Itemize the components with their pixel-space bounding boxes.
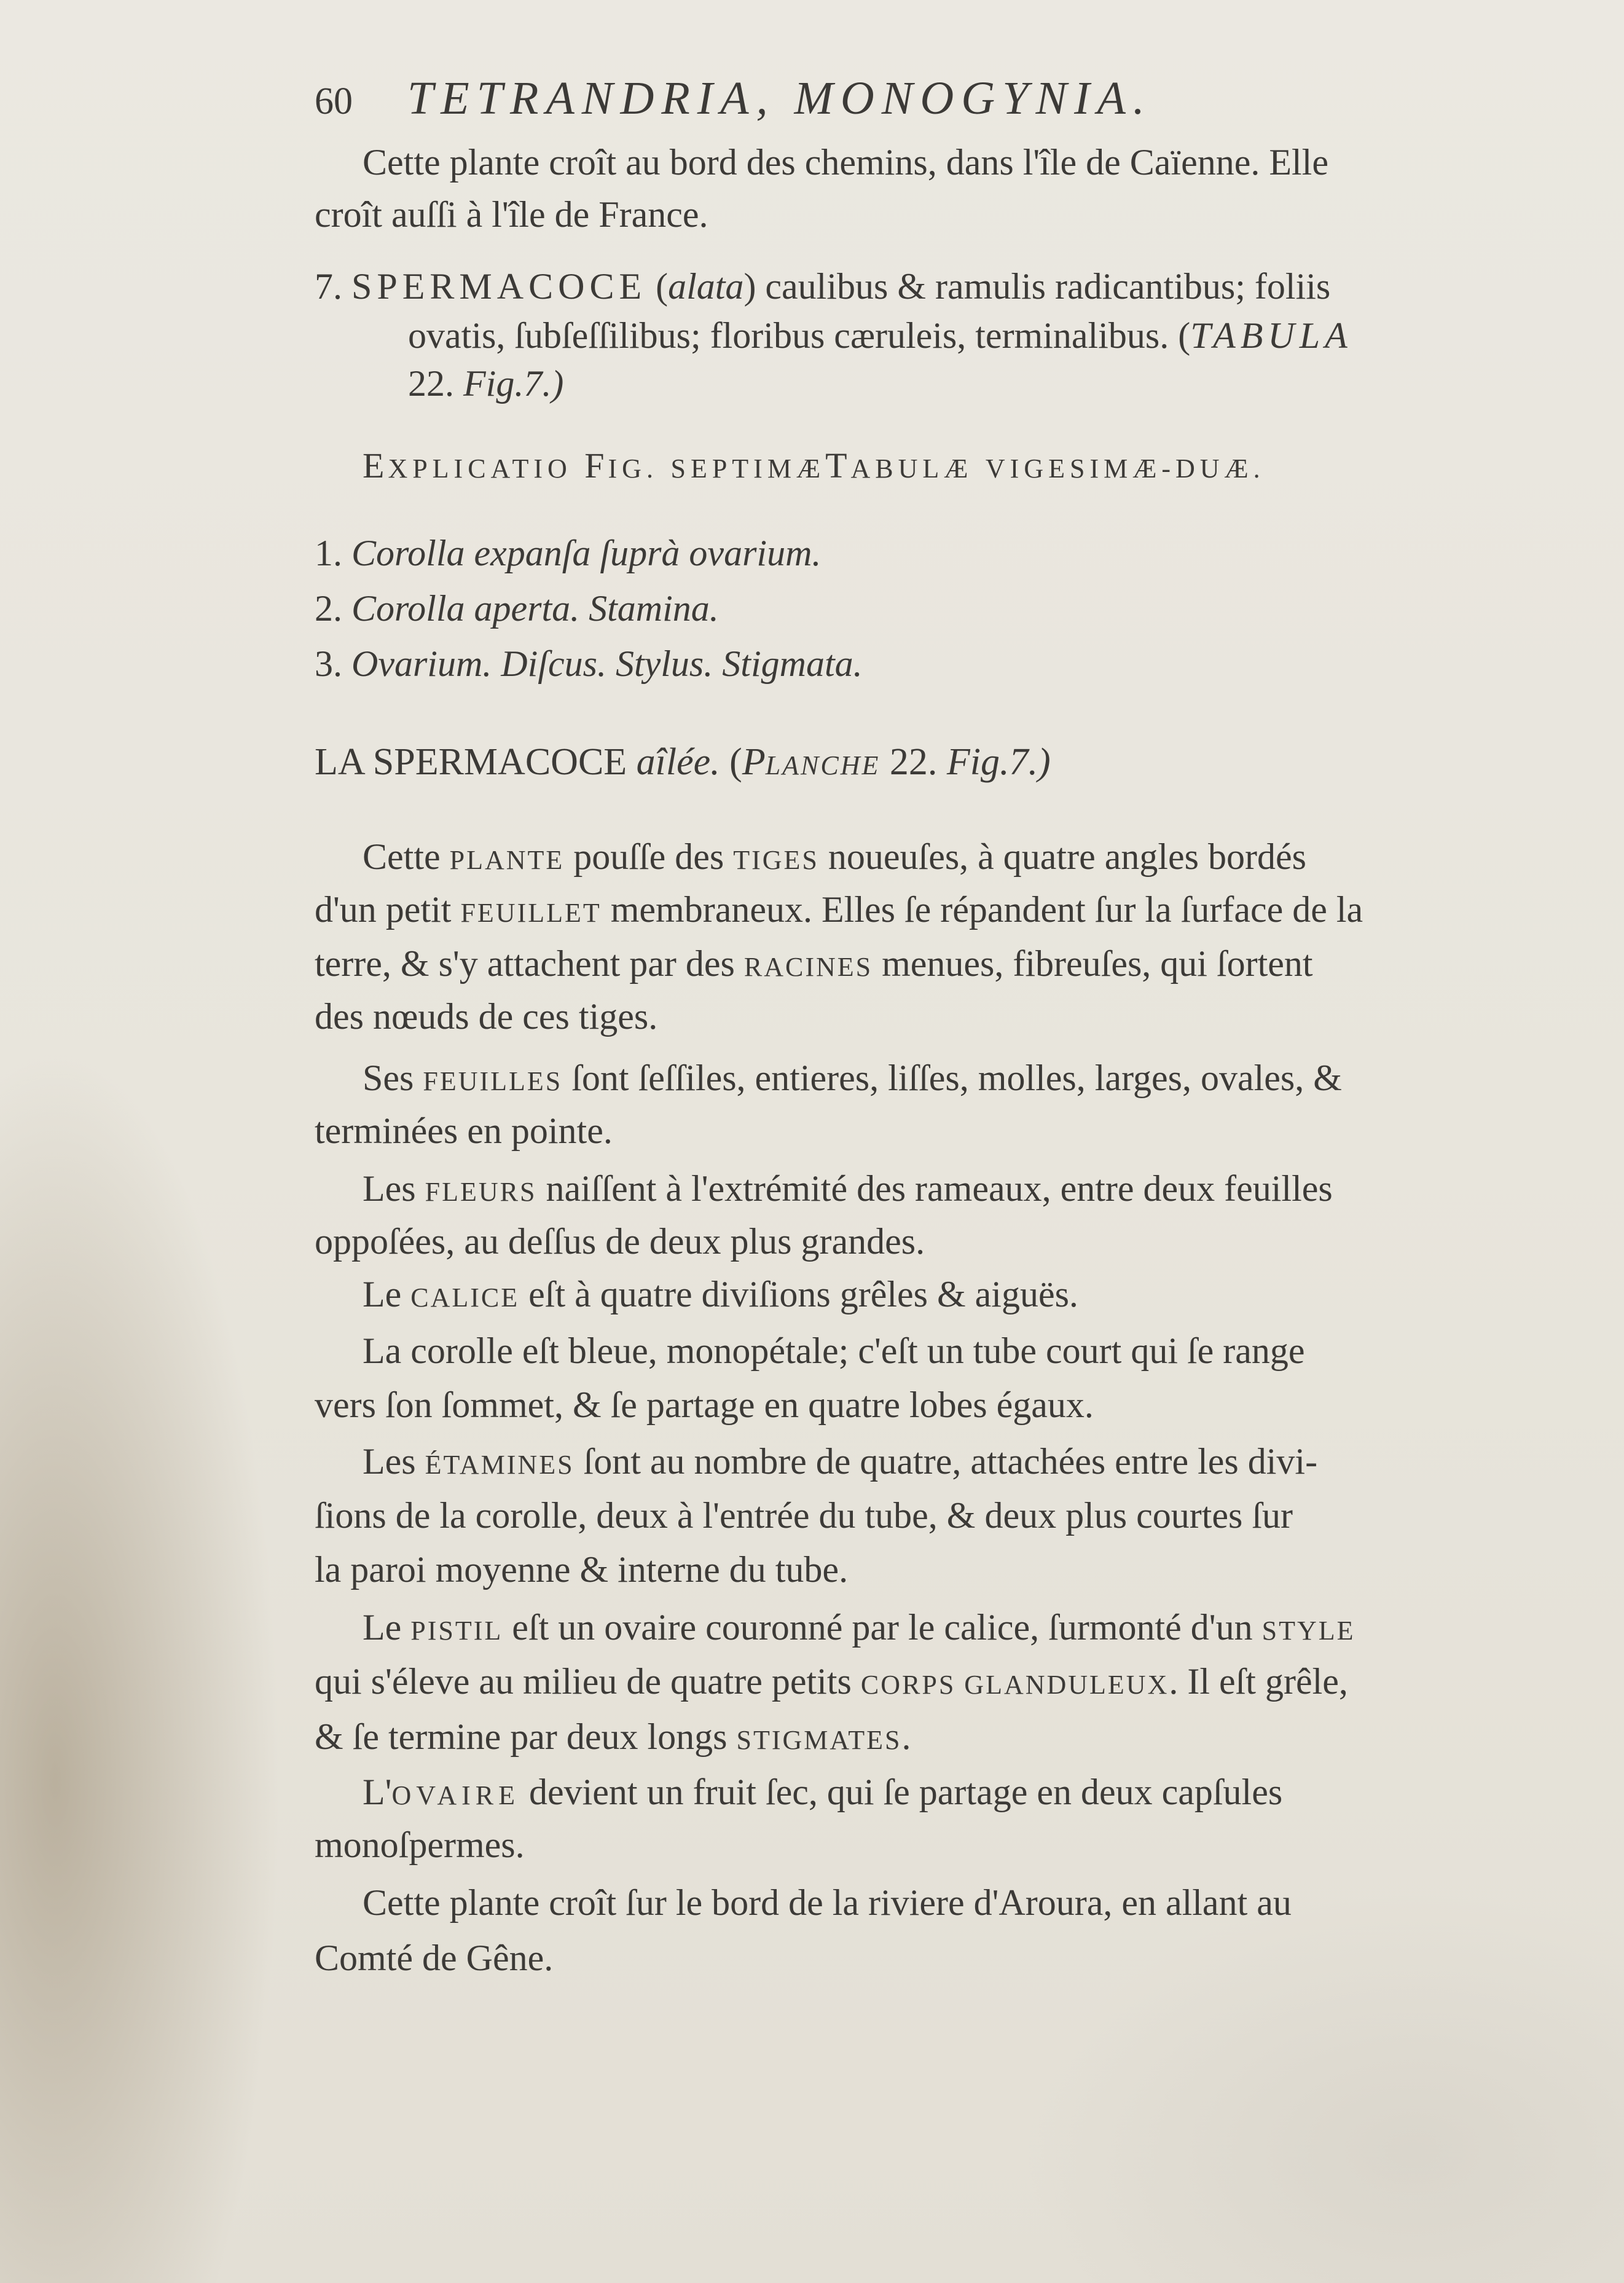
- text-run: terre, & s'y attachent par des: [315, 943, 744, 984]
- running-title: TETRANDRIA, MONOGYNIA.: [407, 73, 1152, 124]
- running-header: [315, 71, 1408, 129]
- species-fig: Fig.: [463, 363, 524, 404]
- species-epithet: alata: [668, 266, 744, 307]
- text-run: vers ſon ſommet, & ſe partage en quatre lobes égaux.: [315, 1385, 1094, 1425]
- figure-item: [315, 586, 719, 631]
- text-run: & ſe termine par deux longs: [315, 1716, 737, 1757]
- body-line: [363, 1605, 1355, 1653]
- text-run: . Il eſt grêle,: [1169, 1661, 1348, 1702]
- text-run: Le: [363, 1274, 411, 1314]
- species-genus: SPERMACOCE: [351, 266, 647, 307]
- text-run: ſont au nombre de quatre, attachées entre les divi-: [574, 1441, 1318, 1482]
- species-line1-rest: caulibus & ramulis radicantibus; foliis: [765, 266, 1331, 307]
- body-line: [315, 994, 657, 1039]
- text-run: Les: [363, 1441, 425, 1482]
- explicatio-heading: [363, 444, 1265, 491]
- species-line3-end: 7.): [524, 363, 564, 404]
- species-entry-line-3: [408, 361, 563, 406]
- body-line: [363, 1056, 1342, 1104]
- explicatio-part: E: [363, 446, 388, 485]
- explicatio-part: VIGESIMÆ-DUÆ.: [985, 454, 1265, 484]
- text-run: la paroi moyenne & interne du tube.: [315, 1549, 849, 1590]
- explicatio-part: IG.: [608, 454, 658, 484]
- explicatio-part: SEPTIMÆ: [670, 454, 826, 484]
- species-line2: ovatis, ſubſeſſilibus; floribus cæruleis, terminalibus. (: [408, 315, 1191, 356]
- section-fig: Fig.: [946, 741, 1010, 783]
- text-run: L': [363, 1772, 392, 1812]
- figure-item-text: Corolla aperta. Stamina.: [351, 588, 719, 629]
- small-caps-term: TIGES: [733, 845, 819, 875]
- body-line: [363, 1272, 1078, 1320]
- text-run: La corolle eſt bleue, monopétale; c'eſt un tube court qui ſe range: [363, 1330, 1305, 1371]
- text-run: terminées en pointe.: [315, 1110, 613, 1151]
- small-caps-term: RACINES: [743, 952, 873, 982]
- text-run: Les: [363, 1168, 425, 1209]
- text-run: Ses: [363, 1058, 423, 1098]
- text-run: oppoſées, au deſſus de deux plus grandes.: [315, 1221, 925, 1262]
- body-line: [315, 1383, 1094, 1427]
- text-run: ſions de la corolle, deux à l'entrée du tube, & deux plus courtes ſur: [315, 1495, 1293, 1536]
- figure-item-text: Ovarium. Diſcus. Stylus. Stigmata.: [351, 643, 863, 684]
- small-caps-term: PISTIL: [410, 1616, 503, 1646]
- explicatio-part: ABULÆ: [850, 454, 973, 484]
- body-line: [363, 1329, 1305, 1373]
- species-entry-line-1: 7. SPERMACOCE (alata) caulibus & ramulis radicantibus; foliis: [315, 266, 1331, 307]
- text-run: d'un petit: [315, 889, 461, 930]
- text-run: menues, fibreuſes, qui ſortent: [873, 943, 1313, 984]
- small-caps-term: FEUILLET: [460, 898, 602, 928]
- small-caps-term: CORPS GLANDULEUX: [860, 1670, 1169, 1700]
- page-number: 60: [315, 81, 353, 122]
- text-run: pouſſe des: [564, 836, 734, 877]
- body-line: [315, 887, 1363, 935]
- explicatio-part: XPLICATIO: [388, 454, 572, 484]
- intro-line-2: croît auſſi à l'île de France.: [315, 194, 708, 235]
- body-line: [315, 1219, 925, 1263]
- body-line: [315, 1823, 525, 1867]
- text-run: monoſpermes.: [315, 1825, 525, 1865]
- figure-item-text: Corolla expanſa ſuprà ovarium.: [351, 533, 822, 573]
- text-run: Cette: [363, 836, 450, 877]
- text-run: Le: [363, 1607, 411, 1648]
- small-caps-term: OVAIRE: [391, 1780, 520, 1810]
- text-run: ſont ſeſſiles, entieres, liſſes, molles, larges, ovales, &: [562, 1058, 1342, 1098]
- small-caps-term: CALICE: [410, 1283, 520, 1313]
- body-line: [363, 835, 1306, 882]
- body-line: [315, 1659, 1348, 1707]
- species-line3-num: 22.: [408, 363, 454, 404]
- figure-item-number: 3.: [315, 643, 342, 684]
- section-paren: (: [729, 741, 742, 783]
- text-run: .: [901, 1716, 911, 1757]
- text-run: devient un fruit ſec, qui ſe partage en deux capſules: [520, 1772, 1283, 1812]
- small-caps-term: STYLE: [1261, 1616, 1355, 1646]
- species-number: 7.: [315, 266, 342, 307]
- small-caps-term: FEUILLES: [423, 1066, 563, 1096]
- section-heading: [315, 739, 1051, 789]
- text-run: qui s'éleve au milieu de quatre petits: [315, 1661, 861, 1702]
- text-run: Comté de Gêne.: [315, 1938, 554, 1978]
- text-run: eſt un ovaire couronné par le calice, ſurmonté d'un: [503, 1607, 1262, 1648]
- body-line: [315, 1109, 613, 1153]
- section-name: LA SPERMACOCE: [315, 741, 627, 783]
- body-line: [315, 1547, 848, 1592]
- species-entry-line-2: [408, 313, 1352, 358]
- section-planche: LANCHE: [765, 750, 881, 780]
- explicatio-part: F: [584, 446, 608, 485]
- section-close: 7.): [1009, 741, 1051, 783]
- body-line: [363, 1880, 1292, 1925]
- figure-item-number: 1.: [315, 533, 342, 573]
- text-run: des nœuds de ces tiges.: [315, 996, 658, 1037]
- figure-item: [315, 642, 863, 686]
- section-planche: P: [742, 741, 766, 783]
- section-number: 22.: [889, 741, 938, 783]
- body-line: [315, 1493, 1293, 1538]
- body-line: [363, 1770, 1282, 1818]
- explicatio-part: T: [825, 446, 851, 485]
- section-epithet: aîlée.: [636, 741, 720, 783]
- small-caps-term: STIGMATES: [736, 1725, 902, 1755]
- species-tabula: TABULA: [1190, 315, 1352, 356]
- body-line: [315, 1715, 911, 1762]
- body-line: [315, 941, 1313, 989]
- text-run: eſt à quatre diviſions grêles & aiguës.: [519, 1274, 1078, 1314]
- small-caps-term: PLANTE: [449, 845, 565, 875]
- intro-line-1: Cette plante croît au bord des chemins, dans l'île de Caïenne. Elle: [363, 142, 1328, 183]
- body-line: [315, 1936, 553, 1980]
- figure-item-number: 2.: [315, 588, 342, 629]
- text-run: noueuſes, à quatre angles bordés: [818, 836, 1306, 877]
- body-line: [363, 1439, 1317, 1487]
- body-line: [363, 1166, 1333, 1214]
- text-run: Cette plante croît ſur le bord de la riviere d'Aroura, en allant au: [363, 1882, 1292, 1923]
- small-caps-term: ÉTAMINES: [425, 1450, 575, 1480]
- small-caps-term: FLEURS: [425, 1177, 537, 1207]
- figure-item: [315, 531, 821, 575]
- text-run: membraneux. Elles ſe répandent ſur la ſurface de la: [601, 889, 1363, 930]
- text-run: naiſſent à l'extrémité des rameaux, entre deux feuilles: [536, 1168, 1333, 1209]
